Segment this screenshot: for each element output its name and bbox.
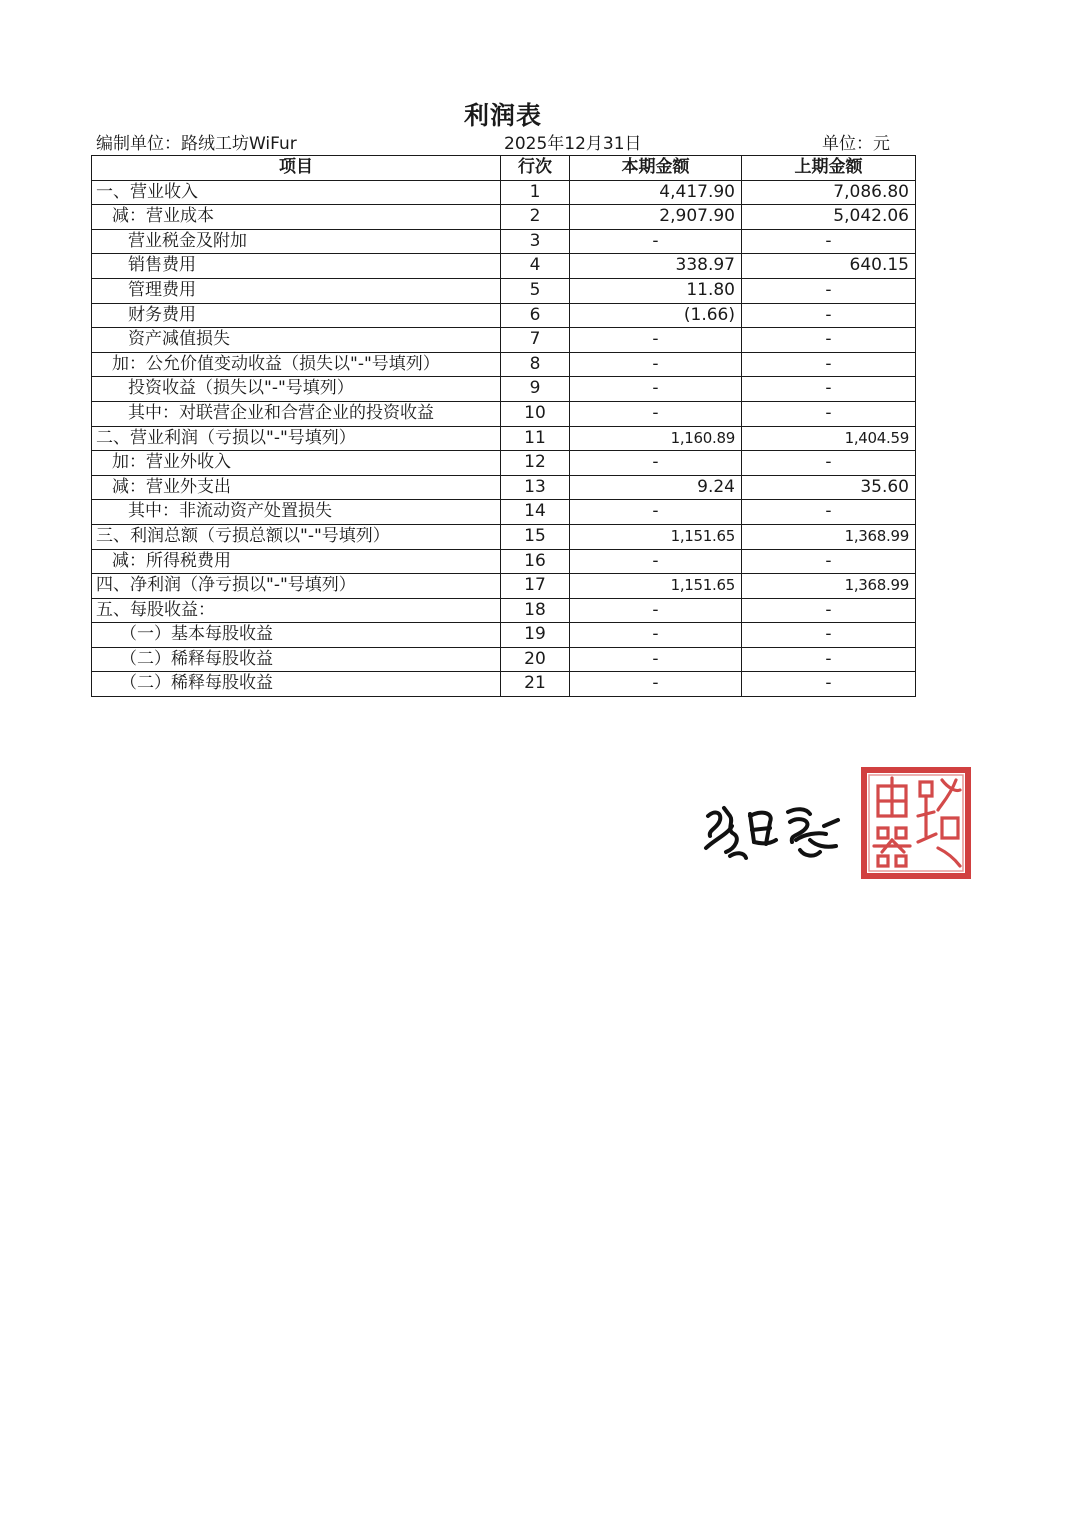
row-item: 加：公允价值变动收益（损失以"-"号填列） xyxy=(92,352,501,377)
table-row xyxy=(92,475,916,500)
row-current: - xyxy=(570,451,742,476)
row-line: 1 xyxy=(501,180,570,205)
income-statement-table xyxy=(91,155,916,697)
row-line: 2 xyxy=(501,205,570,230)
row-item: 其中：非流动资产处置损失 xyxy=(92,500,501,525)
row-line: 4 xyxy=(501,254,570,279)
row-previous: - xyxy=(742,647,916,672)
row-current: 338.97 xyxy=(570,254,742,279)
row-previous: - xyxy=(742,377,916,402)
row-previous: 5,042.06 xyxy=(742,205,916,230)
row-item: 销售费用 xyxy=(92,254,501,279)
table-row xyxy=(92,549,916,574)
column-header-current: 本期金额 xyxy=(570,156,742,181)
row-current: - xyxy=(570,549,742,574)
row-previous: 7,086.80 xyxy=(742,180,916,205)
table-row xyxy=(92,205,916,230)
row-previous: - xyxy=(742,229,916,254)
column-header-item: 项目 xyxy=(92,156,501,181)
table-row xyxy=(92,254,916,279)
report-date: 2025年12月31日 xyxy=(504,134,642,154)
row-current: - xyxy=(570,672,742,697)
row-line: 16 xyxy=(501,549,570,574)
row-line: 13 xyxy=(501,475,570,500)
row-item: 投资收益（损失以"-"号填列） xyxy=(92,377,501,402)
row-item: 五、每股收益： xyxy=(92,598,501,623)
row-item: （一）基本每股收益 xyxy=(92,623,501,648)
row-previous: - xyxy=(742,303,916,328)
row-item: 一、营业收入 xyxy=(92,180,501,205)
row-item: 减：所得税费用 xyxy=(92,549,501,574)
row-item: 加：营业外收入 xyxy=(92,451,501,476)
row-previous: 35.60 xyxy=(742,475,916,500)
table-row xyxy=(92,303,916,328)
row-item: 财务费用 xyxy=(92,303,501,328)
row-item: 资产减值损失 xyxy=(92,328,501,353)
row-line: 20 xyxy=(501,647,570,672)
row-previous: - xyxy=(742,549,916,574)
table-row xyxy=(92,426,916,451)
row-line: 21 xyxy=(501,672,570,697)
row-item: 减：营业外支出 xyxy=(92,475,501,500)
row-item: 减：营业成本 xyxy=(92,205,501,230)
row-previous: - xyxy=(742,623,916,648)
row-item: 其中：对联营企业和合营企业的投资收益 xyxy=(92,401,501,426)
row-current: - xyxy=(570,328,742,353)
row-previous: - xyxy=(742,352,916,377)
row-item: 营业税金及附加 xyxy=(92,229,501,254)
row-current: (1.66) xyxy=(570,303,742,328)
row-item: 四、净利润（净亏损以"-"号填列） xyxy=(92,574,501,599)
row-line: 11 xyxy=(501,426,570,451)
row-previous: - xyxy=(742,598,916,623)
table-row xyxy=(92,598,916,623)
column-header-previous: 上期金额 xyxy=(742,156,916,181)
row-line: 7 xyxy=(501,328,570,353)
row-line: 14 xyxy=(501,500,570,525)
row-current: - xyxy=(570,229,742,254)
row-line: 17 xyxy=(501,574,570,599)
table-row xyxy=(92,278,916,303)
table-row xyxy=(92,352,916,377)
row-current: 11.80 xyxy=(570,278,742,303)
row-previous: - xyxy=(742,328,916,353)
table-row xyxy=(92,574,916,599)
row-line: 6 xyxy=(501,303,570,328)
table-row xyxy=(92,647,916,672)
row-previous: - xyxy=(742,672,916,697)
row-current: 4,417.90 xyxy=(570,180,742,205)
column-header-line: 行次 xyxy=(501,156,570,181)
row-current: - xyxy=(570,598,742,623)
row-current: 1,151.65 xyxy=(570,574,742,599)
table-row xyxy=(92,672,916,697)
table-row xyxy=(92,623,916,648)
row-current: 1,160.89 xyxy=(570,426,742,451)
currency-unit: 单位：元 xyxy=(822,134,890,154)
row-line: 10 xyxy=(501,401,570,426)
row-line: 3 xyxy=(501,229,570,254)
table-row xyxy=(92,500,916,525)
row-current: 1,151.65 xyxy=(570,524,742,549)
row-item: 二、营业利润（亏损以"-"号填列） xyxy=(92,426,501,451)
row-line: 15 xyxy=(501,524,570,549)
table-row xyxy=(92,180,916,205)
table-row xyxy=(92,377,916,402)
row-current: 9.24 xyxy=(570,475,742,500)
row-item: 管理费用 xyxy=(92,278,501,303)
row-line: 12 xyxy=(501,451,570,476)
row-current: - xyxy=(570,500,742,525)
compiler-label: 编制单位：路绒工坊WiFur xyxy=(96,134,297,154)
handwritten-signature xyxy=(700,786,850,876)
row-current: - xyxy=(570,377,742,402)
row-previous: - xyxy=(742,500,916,525)
row-line: 8 xyxy=(501,352,570,377)
row-current: 2,907.90 xyxy=(570,205,742,230)
table-row xyxy=(92,451,916,476)
table-row xyxy=(92,524,916,549)
row-current: - xyxy=(570,623,742,648)
row-current: - xyxy=(570,647,742,672)
row-previous: - xyxy=(742,451,916,476)
row-current: - xyxy=(570,352,742,377)
table-row xyxy=(92,401,916,426)
row-previous: 1,368.99 xyxy=(742,524,916,549)
row-line: 9 xyxy=(501,377,570,402)
row-previous: - xyxy=(742,401,916,426)
row-item: 三、利润总额（亏损总额以"-"号填列） xyxy=(92,524,501,549)
row-current: - xyxy=(570,401,742,426)
row-item: （二）稀释每股收益 xyxy=(92,647,501,672)
red-seal-stamp xyxy=(860,766,972,880)
row-line: 18 xyxy=(501,598,570,623)
row-previous: - xyxy=(742,278,916,303)
table-row xyxy=(92,328,916,353)
row-previous: 640.15 xyxy=(742,254,916,279)
row-previous: 1,404.59 xyxy=(742,426,916,451)
row-line: 19 xyxy=(501,623,570,648)
report-title: 利润表 xyxy=(463,101,542,130)
row-line: 5 xyxy=(501,278,570,303)
row-item: （二）稀释每股收益 xyxy=(92,672,501,697)
table-header-row xyxy=(92,156,916,181)
table-row xyxy=(92,229,916,254)
row-previous: 1,368.99 xyxy=(742,574,916,599)
